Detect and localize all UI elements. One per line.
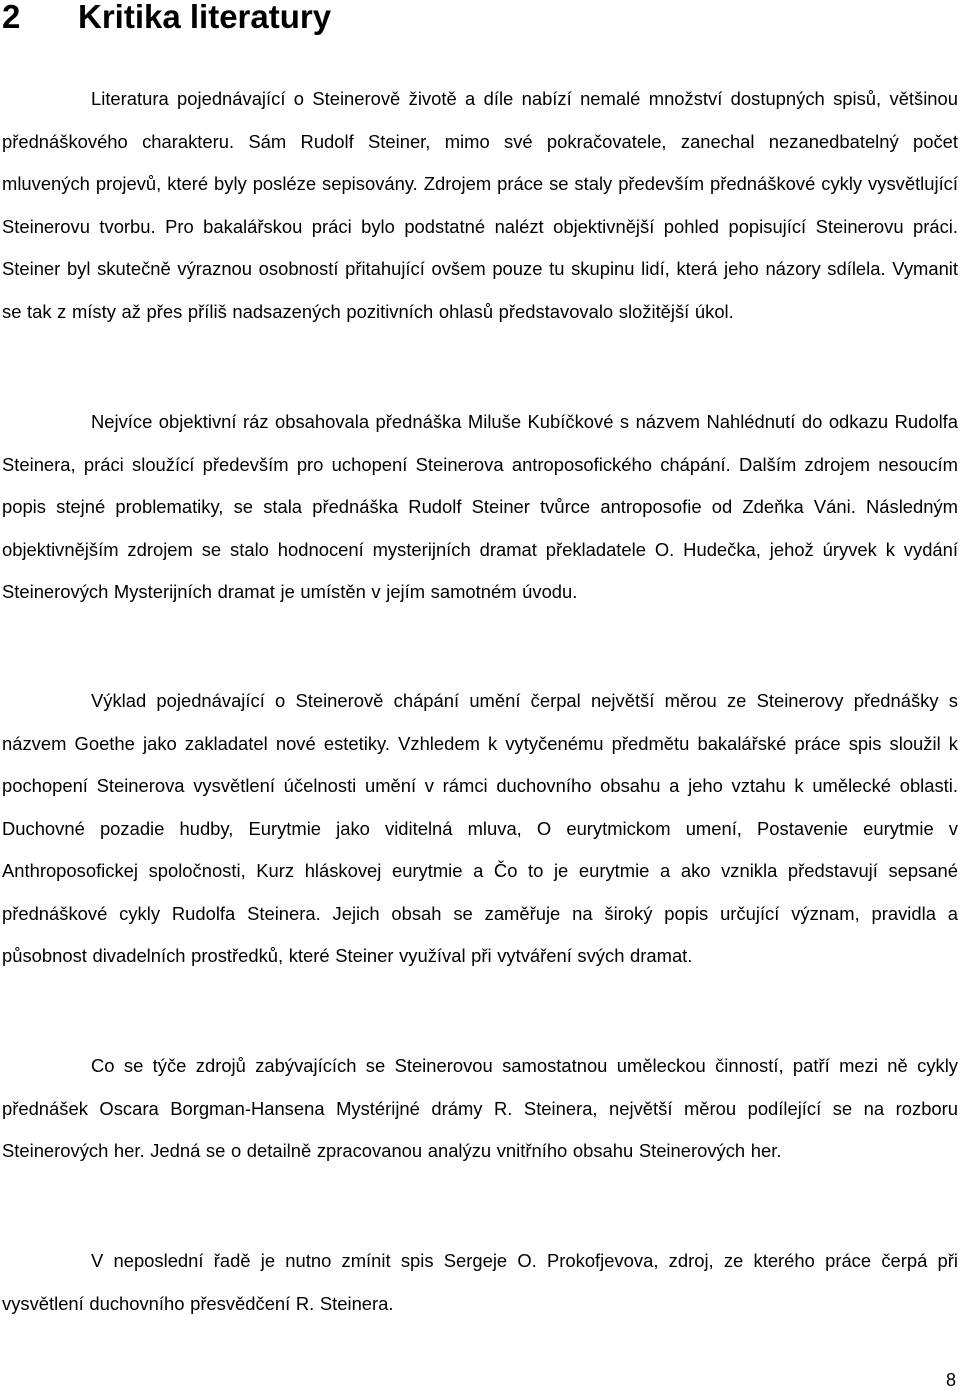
chapter-heading (2, 0, 331, 38)
chapter-title: Kritika literatury (78, 0, 332, 35)
body-paragraph: Literatura pojednávající o Steinerově životě a díle nabízí nemalé množství dostupných spisů, většinou přednáškového charakteru. Sám Rudolf Steiner, mimo své pokračovatele, zanechal nezanedbatelný počet mluvených projevů, které byly posléze sepisovány. Zdrojem práce se staly především přednáškové cykly vysvětlující Steinerovu tvorbu. Pro bakalářskou práci bylo podstatné nalézt objektivnější pohled popisující Steinerovu práci. Steiner byl skutečně výraznou osobností přitahující ovšem pouze tu skupinu lidí, která jeho názory sdílela. Vymanit se tak z místy až přes příliš nadsazených pozitivních ohlasů představovalo složitější úkol. (2, 88, 958, 322)
page-number: 8 (945, 1370, 956, 1390)
body-paragraph: Co se týče zdrojů zabývajících se Steinerovou samostatnou uměleckou činností, patří mezi ně cykly přednášek Oscara Borgman-Hansena Mystérijné drámy R. Steinera, největší měrou podílející se na rozboru Steinerových her. Jedná se o detailně zpracovanou analýzu vnitřního obsahu Steinerových her. (2, 1055, 958, 1161)
body-paragraph: Výklad pojednávající o Steinerově chápání umění čerpal největší měrou ze Steinerovy přednášky s názvem Goethe jako zakladatel nové estetiky. Vzhledem k vytyčenému předmětu bakalářské práce spis sloužil k pochopení Steinerova vysvětlení účelnosti umění v rámci duchovního obsahu a jeho vztahu k umělecké oblasti. Duchovné pozadie hudby, Eurytmie jako viditelná mluva, O eurytmickom umení, Postavenie eurytmie v Anthroposofickej spoločnosti, Kurz hláskovej eurytmie a Čo to je eurytmie a ako vznikla představují sepsané přednáškové cykly Rudolfa Steinera. Jejich obsah se zaměřuje na široký popis určující význam, pravidla a působnost divadelních prostředků, které Steiner využíval při vytváření svých dramat. (2, 690, 958, 966)
body-paragraph: V neposlední řadě je nutno zmínit spis Sergeje O. Prokofjevova, zdroj, ze kterého práce čerpá při vysvětlení duchovního přesvědčení R. Steinera. (2, 1250, 958, 1314)
body-paragraph: Nejvíce objektivní ráz obsahovala přednáška Miluše Kubíčkové s názvem Nahlédnutí do odkazu Rudolfa Steinera, práci sloužící především pro uchopení Steinerova antroposofického chápání. Dalším zdrojem nesoucím popis stejné problematiky, se stala přednáška Rudolf Steiner tvůrce antroposofie od Zdeňka Váni. Následným objektivnějším zdrojem se stalo hodnocení mysterijních dramat překladatele O. Hudečka, jehož úryvek k vydání Steinerových Mysterijních dramat je umístěn v jejím samotném úvodu. (2, 411, 958, 602)
chapter-number: 2 (2, 0, 21, 35)
